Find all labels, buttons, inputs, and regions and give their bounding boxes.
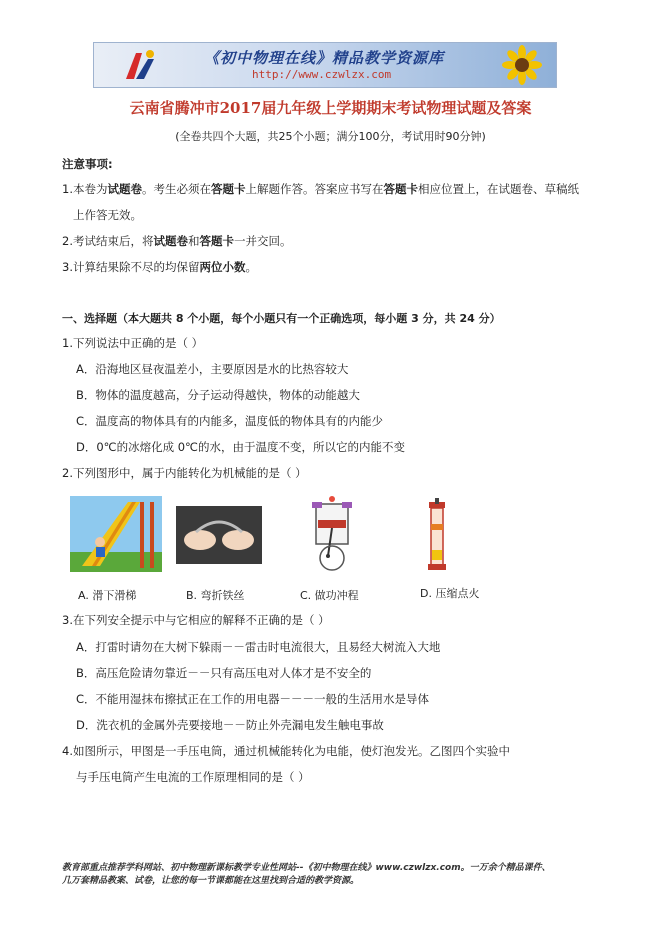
q3-option-b: B．高压危险请勿靠近－－只有高压电对人体才是不安全的 <box>76 666 372 680</box>
q3-option-c: C．不能用湿抹布擦拭正在工作的用电器－－－一般的生活用水是导体 <box>76 692 430 706</box>
note-1-text: 相应位置上，在试题卷、草稿纸 <box>417 182 579 196</box>
note-1-text: 试题卷 <box>107 182 142 196</box>
power-stroke-picture <box>298 496 366 574</box>
sunflower-icon <box>492 45 552 85</box>
q2-caption-a: A. 滑下滑梯 <box>78 589 137 602</box>
note-1-line2: 上作答无效。 <box>73 208 142 222</box>
exam-title: 云南省腾冲市2017届九年级上学期期末考试物理试题及答案 <box>129 99 532 117</box>
q2-caption-d: D. 压缩点火 <box>420 587 480 600</box>
site-logo-icon <box>122 47 158 83</box>
note-1 <box>62 181 579 197</box>
q1-stem: 1.下列说法中正确的是（ ） <box>62 336 204 350</box>
q1-option-b: B．物体的温度越高，分子运动得越快，物体的动能越大 <box>76 388 360 402</box>
note-1-text: 。考生必须在 <box>141 182 211 196</box>
section-1-heading: 一、选择题（本大题共 8 个小题，每个小题只有一个正确选项，每小题 3 分，共 24 分） <box>62 312 501 325</box>
note-1-text: 答题卡 <box>210 182 246 196</box>
note-3 <box>62 259 257 275</box>
note-1-text: 上解题作答。答案应书写在 <box>245 182 384 196</box>
q2-caption-b: B. 弯折铁丝 <box>186 589 245 602</box>
note-3-text: 。 <box>245 260 257 274</box>
compression-ignition-picture <box>422 498 452 576</box>
page-footer <box>62 862 602 888</box>
q3-option-d: D．洗衣机的金属外壳要接地－－防止外壳漏电发生触电事故 <box>76 718 384 732</box>
note-1-text: 1.本卷为 <box>62 182 108 196</box>
q4-stem-line2: 与手压电筒产生电流的工作原理相同的是（ ） <box>76 770 310 784</box>
q2-stem: 2.下列图形中，属于内能转化为机械能的是（ ） <box>62 466 307 480</box>
slide-picture <box>70 496 162 572</box>
note-2-text: 和 <box>187 234 200 248</box>
q4-stem-line1: 4.如图所示，甲图是一手压电筒，通过机械能转化为电能，使灯泡发光。乙图四个实验中 <box>62 744 510 758</box>
bent-wire-picture <box>176 506 262 564</box>
banner-url: http://www.czwlzx.com <box>252 68 392 81</box>
note-2-text: 2.考试结束后，将 <box>62 234 154 248</box>
q3-stem: 3.在下列安全提示中与它相应的解释不正确的是（ ） <box>62 613 330 627</box>
header-banner <box>93 42 557 88</box>
q3-option-a: A．打雷时请勿在大树下躲雨－－雷击时电流很大，且易经大树流入大地 <box>76 640 441 654</box>
note-2-text: 试题卷 <box>153 234 188 248</box>
note-2-text: 答题卡 <box>199 234 234 248</box>
footer-line-1: 教育部重点推荐学科网站、初中物理新课标教学专业性网站--《初中物理在线》www.czwlzx.com。一万余个精品课件、 <box>62 863 551 873</box>
footer-line-2: 几万套精品教案、试卷，让您的每一节课都能在这里找到合适的教学资源。 <box>62 876 360 886</box>
q2-caption-c: C. 做功冲程 <box>300 589 359 602</box>
note-3-text: 3.计算结果除不尽的均保留 <box>62 260 200 274</box>
note-1-text: 答题卡 <box>383 182 418 196</box>
notes-heading: 注意事项: <box>62 157 113 171</box>
note-3-text: 两位小数 <box>199 260 246 274</box>
q1-option-a: A．沿海地区昼夜温差小，主要原因是水的比热容较大 <box>76 362 349 376</box>
note-2-text: 一并交回。 <box>233 234 292 248</box>
note-2 <box>62 233 291 249</box>
banner-title: 《初中物理在线》精品教学资源库 <box>204 49 445 67</box>
q1-option-c: C．温度高的物体具有的内能多，温度低的物体具有的内能少 <box>76 414 384 428</box>
q1-option-d: D．0℃的冰熔化成 0℃的水，由于温度不变，所以它的内能不变 <box>76 440 405 454</box>
exam-subtitle: (全卷共四个大题，共25个小题；满分100分，考试用时90分钟) <box>175 130 486 143</box>
